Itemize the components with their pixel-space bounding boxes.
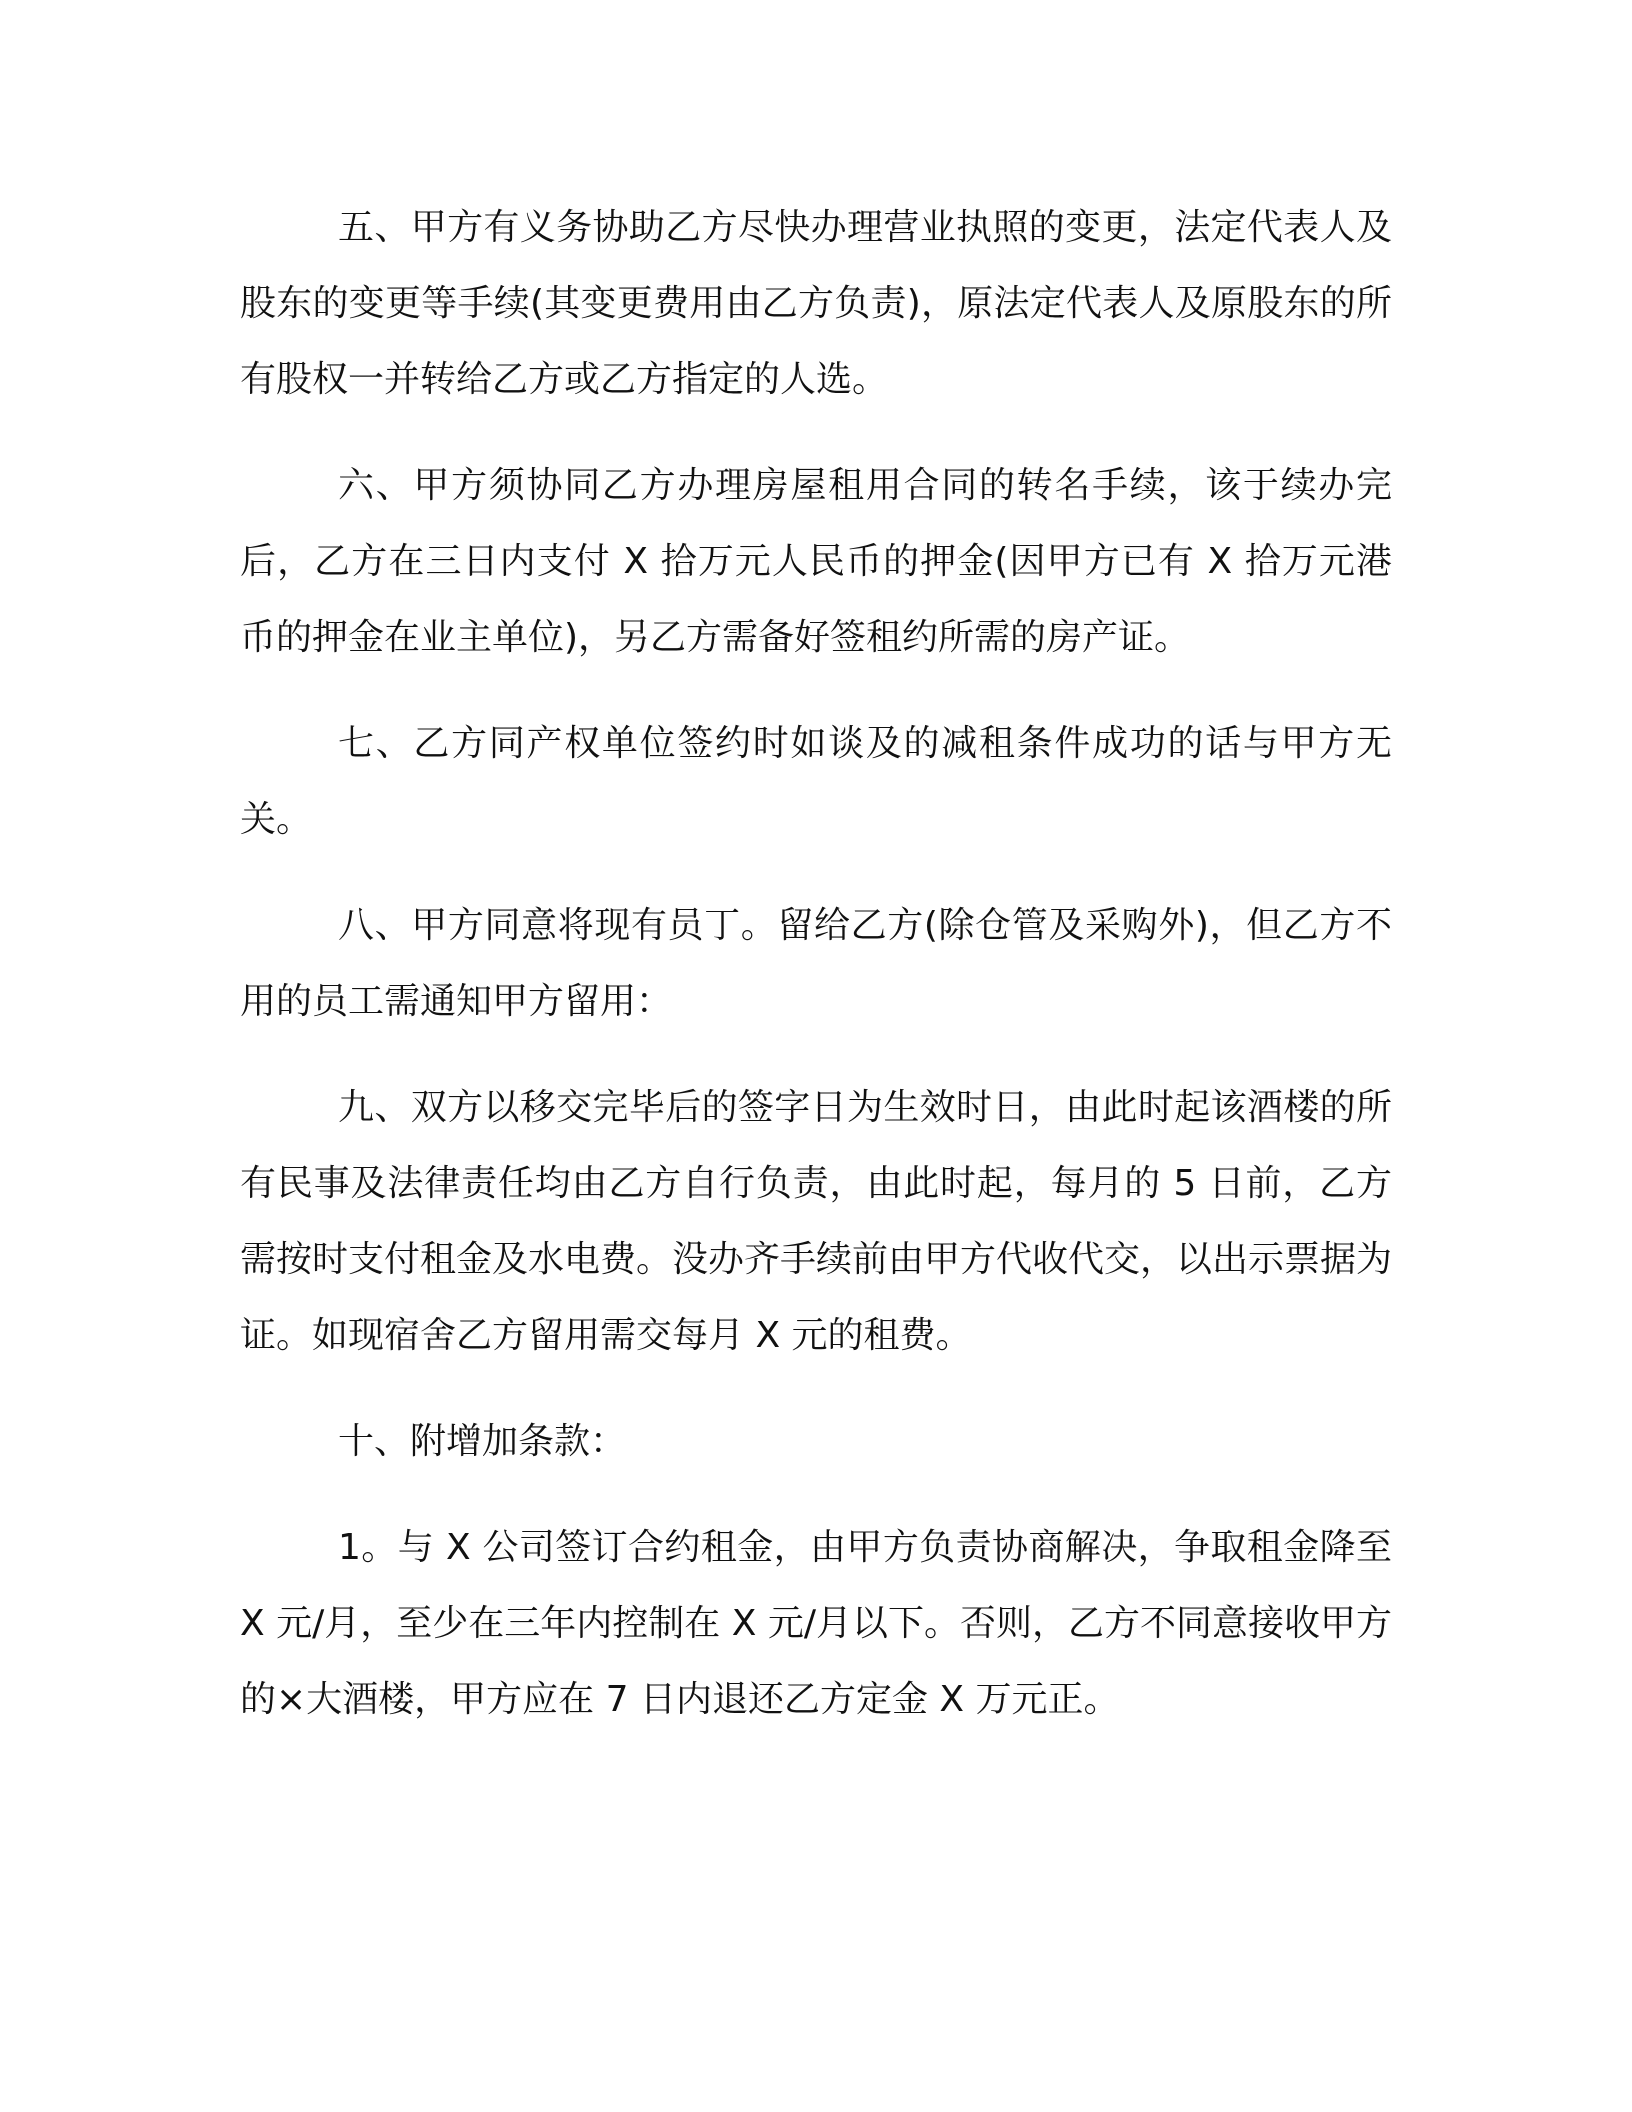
clause-6-paragraph: 六、甲方须协同乙方办理房屋租用合同的转名手续，该于续办完后，乙方在三日内支付 X 拾万元人民币的押金(因甲方已有 X 拾万元港币的押金在业主单位)，另乙方需备好签租约所需的房产证。 bbox=[240, 465, 1392, 658]
clause-5-paragraph: 五、甲方有义务协助乙方尽快办理营业执照的变更，法定代表人及股东的变更等手续(其变更费用由乙方负责)，原法定代表人及原股东的所有股权一并转给乙方或乙方指定的人选。 bbox=[240, 207, 1392, 400]
clause-10-heading: 十、附增加条款： bbox=[338, 1421, 627, 1462]
document-body bbox=[240, 190, 1392, 1768]
clause-7-paragraph: 七、乙方同产权单位签约时如谈及的减租条件成功的话与甲方无关。 bbox=[240, 723, 1392, 840]
additional-clause-1-paragraph: 1。与 X 公司签订合约租金，由甲方负责协商解决，争取租金降至 X 元/月，至少在三年内控制在 X 元/月以下。否则，乙方不同意接收甲方的×大酒楼，甲方应在 7 日内退还乙方定金 X 万元正。 bbox=[240, 1527, 1392, 1720]
clause-9-paragraph: 九、双方以移交完毕后的签字日为生效时日，由此时起该酒楼的所有民事及法律责任均由乙方自行负责，由此时起，每月的 5 日前，乙方需按时支付租金及水电费。没办齐手续前由甲方代收代交，以出示票据为证。如现宿舍乙方留用需交每月 X 元的租费。 bbox=[240, 1087, 1393, 1356]
clause-8-paragraph: 八、甲方同意将现有员丁。留给乙方(除仓管及采购外)，但乙方不用的员工需通知甲方留用： bbox=[240, 905, 1392, 1022]
